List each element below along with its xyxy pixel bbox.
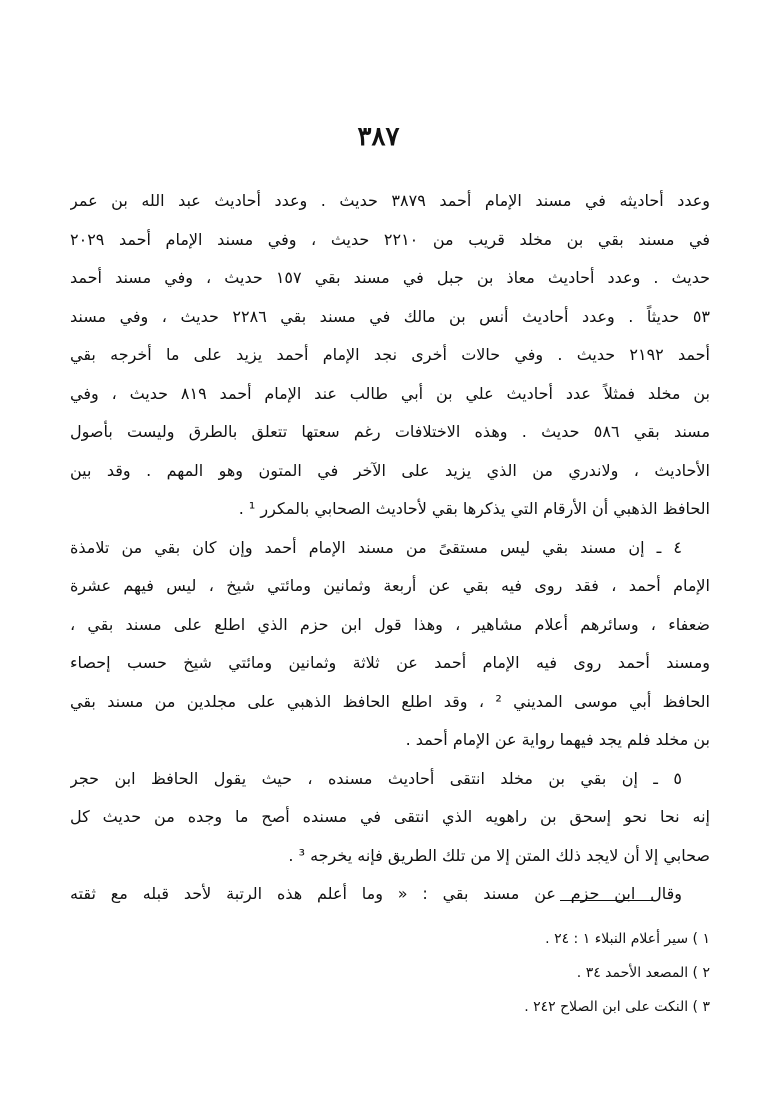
body-line: بن مخلد فلم يجد فيهما رواية عن الإمام أحمد .	[405, 730, 710, 749]
body-text	[70, 182, 710, 914]
page-number: ٣٨٧	[357, 122, 400, 152]
body-line: ٥ ـ إن بقي بن مخلد انتقى أحاديث مسنده ، حيث يقول الحافظ ابن حجر	[70, 768, 682, 788]
body-line: حديث . وعدد أحاديث معاذ بن جبل في مسند بقي ١٥٧ حديث ، وفي مسند أحمد	[70, 268, 710, 287]
body-line: الحافظ أبي موسى المديني ² ، وقد اطلع الحافظ الذهبي على مجلدين من مسند بقي	[70, 691, 710, 711]
body-line: وقال ابن حزم عن مسند بقي : « وما أعلم هذه الرتبة لأحد قبله مع ثقته	[70, 884, 682, 903]
body-line: الإمام أحمد ، فقد روى فيه بقي عن أربعة وثمانين ومائتي شيخ ، ليس فيهم عشرة	[70, 576, 710, 595]
footnote-divider	[560, 900, 655, 901]
footnote: ١ ) سير أعلام النبلاء ١ : ٢٤ .	[545, 931, 710, 947]
body-line: في مسند بقي بن مخلد قريب من ٢٢١٠ حديث ، وفي مسند الإمام أحمد ٢٠٢٩	[70, 229, 710, 249]
body-line: وعدد أحاديثه في مسند الإمام أحمد ٣٨٧٩ حديث . وعدد أحاديث عبد الله بن عمر	[70, 191, 710, 210]
body-line: صحابي إلا أن لايجد ذلك المتن إلا من تلك الطريق فإنه يخرجه ³ .	[288, 845, 710, 865]
body-line: الأحاديث ، ولاندري من الذي يزيد على الآخر في المتون وهو المهم . وقد بين	[70, 460, 710, 480]
footnote: ٣ ) النكت على ابن الصلاح ٢٤٢ .	[524, 999, 710, 1015]
body-line: بن مخلد فمثلاً عدد أحاديث علي بن أبي طالب عند الإمام أحمد ٨١٩ حديث ، وفي	[70, 383, 710, 403]
footnotes	[300, 922, 710, 1024]
body-line: مسند بقي ٥٨٦ حديث . وهذه الاختلافات رغم سعتها تتعلق بالطرق وليست بأصول	[70, 422, 710, 441]
footnote: ٢ ) المصعد الأحمد ٣٤ .	[576, 965, 710, 981]
body-line: ٤ ـ إن مسند بقي ليس مستقىً من مسند الإمام أحمد وإن كان بقي من تلامذة	[70, 537, 682, 557]
body-line: الحافظ الذهبي أن الأرقام التي يذكرها بقي لأحاديث الصحابي بالمكرر ¹ .	[238, 499, 710, 518]
body-line: ومسند أحمد روى فيه الإمام أحمد عن ثلاثة وثمانين ومائتي شيخ حسب إحصاء	[70, 653, 710, 672]
body-line: أحمد ٢١٩٢ حديث . وفي حالات أخرى نجد الإمام أحمد يزيد على ما أخرجه بقي	[70, 345, 710, 364]
body-line: ضعفاء ، وسائرهم أعلام مشاهير ، وهذا قول ابن حزم الذي اطلع على مسند بقي ،	[70, 614, 710, 634]
body-line: ٥٣ حديثاً . وعدد أحاديث أنس بن مالك في مسند بقي ٢٢٨٦ حديث ، وفي مسند	[70, 306, 710, 326]
body-line: إنه نحا نحو إسحق بن راهويه الذي انتقى في مسنده أصح ما وجده من حديث كل	[70, 807, 710, 826]
